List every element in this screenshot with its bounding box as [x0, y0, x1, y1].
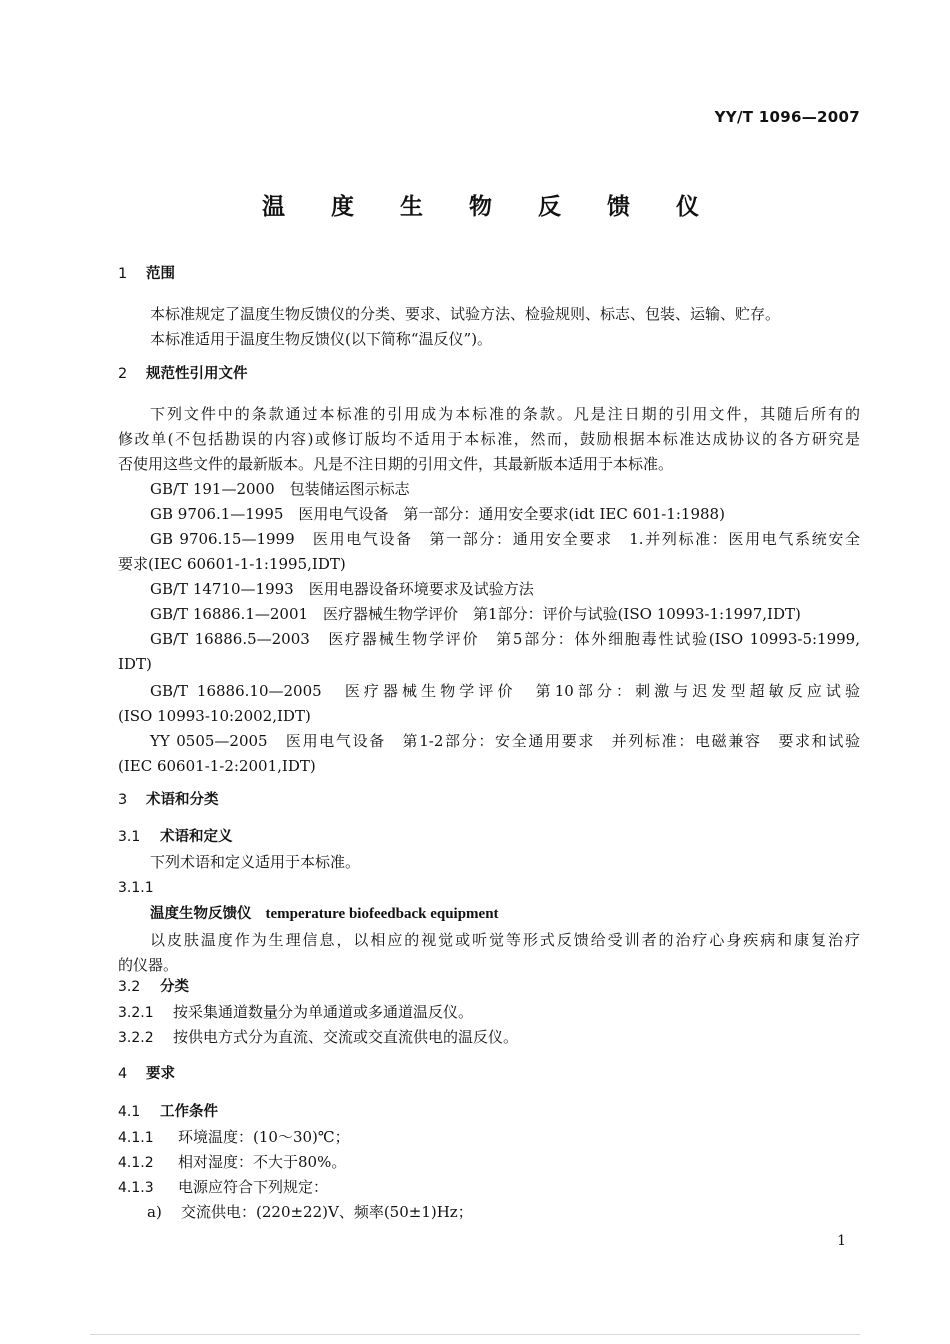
clause-number: 3.2.2 [118, 1030, 154, 1046]
reference-item-cont: IDT) [118, 655, 152, 673]
term-entry [150, 903, 499, 924]
clause-text: 相对湿度：不大于80%。 [178, 1153, 347, 1171]
section-2-heading [118, 364, 248, 384]
term-chinese: 温度生物反馈仪 [150, 906, 252, 922]
paragraph-line: 下列文件中的条款通过本标准的引用成为本标准的条款。凡是注日期的引用文件，其随后所有的 [150, 405, 860, 423]
clause-number: 4.1.2 [118, 1155, 154, 1171]
list-item-text: 交流供电：(220±22)V、频率(50±1)Hz； [181, 1203, 473, 1221]
subsection-3-2-heading [118, 977, 189, 997]
clause-4-1-2 [118, 1152, 346, 1173]
clause-3-2-1 [118, 1002, 473, 1023]
clause-text: 环境温度：(10～30)℃； [178, 1128, 350, 1146]
subsection-title: 术语和定义 [160, 829, 233, 845]
list-item-a [147, 1202, 473, 1222]
clause-text: 按供电方式分为直流、交流或交直流供电的温反仪。 [173, 1028, 519, 1046]
page-title: 温 度 生 物 反 馈 仪 [261, 194, 719, 220]
subsection-title: 分类 [160, 979, 189, 995]
section-3-heading [118, 790, 219, 810]
reference-item: GB/T 16886.1—2001 医疗器械生物学评价 第1部分：评价与试验(ISO 10993-1:1997,IDT) [150, 605, 801, 623]
page-edge-divider [90, 1334, 860, 1335]
subsection-4-1-heading [118, 1102, 218, 1122]
clause-3-1-1-number: 3.1.1 [118, 880, 154, 896]
reference-item: GB/T 191—2000 包装储运图示标志 [150, 480, 410, 498]
paragraph-line: 修改单(不包括勘误的内容)或修订版均不适用于本标准，然而，鼓励根据本标准达成协议的各方研究是 [118, 430, 860, 448]
section-number: 4 [118, 1066, 128, 1082]
subsection-number: 3.1 [118, 829, 141, 845]
section-1-heading [118, 264, 175, 284]
reference-item-cont: (IEC 60601-1-2:2001,IDT) [118, 757, 316, 775]
reference-item: GB/T 16886.10—2005 医疗器械生物学评价 第10部分：刺激与迟发型超敏反应试验 [150, 682, 860, 700]
definition-line: 以皮肤温度作为生理信息，以相应的视觉或听觉等形式反馈给受训者的治疗心身疾病和康复治疗 [150, 931, 860, 949]
subsection-number: 3.2 [118, 979, 141, 995]
clause-4-1-1 [118, 1127, 350, 1148]
reference-item-cont: (ISO 10993-10:2002,IDT) [118, 707, 311, 725]
term-english: temperature biofeedback equipment [265, 906, 499, 922]
page-number: 1 [837, 1233, 846, 1249]
section-title: 要求 [146, 1066, 175, 1082]
paragraph-line: 否使用这些文件的最新版本。凡是不注日期的引用文件，其最新版本适用于本标准。 [118, 455, 674, 473]
subsection-title: 工作条件 [160, 1104, 218, 1120]
section-number: 3 [118, 792, 128, 808]
paragraph: 下列术语和定义适用于本标准。 [150, 853, 361, 871]
list-item-label: a) [147, 1203, 162, 1221]
standard-number: YY/T 1096—2007 [714, 108, 860, 126]
reference-item: GB 9706.15—1999 医用电气设备 第一部分：通用安全要求 1.并列标准：医用电气系统安全 [150, 530, 860, 548]
reference-item: GB 9706.1—1995 医用电气设备 第一部分：通用安全要求(idt IEC 601-1:1988) [150, 505, 725, 523]
paragraph: 本标准规定了温度生物反馈仪的分类、要求、试验方法、检验规则、标志、包装、运输、贮存。 [150, 305, 781, 323]
clause-number: 4.1.1 [118, 1130, 154, 1146]
clause-number: 4.1.3 [118, 1180, 154, 1196]
section-number: 2 [118, 366, 128, 382]
clause-3-2-2 [118, 1027, 518, 1048]
clause-text: 按采集通道数量分为单通道或多通道温反仪。 [173, 1003, 474, 1021]
section-title: 术语和分类 [146, 792, 219, 808]
clause-number [118, 877, 178, 898]
reference-item-cont: 要求(IEC 60601-1-1:1995,IDT) [118, 555, 346, 573]
reference-item: GB/T 14710—1993 医用电器设备环境要求及试验方法 [150, 580, 534, 598]
subsection-number: 4.1 [118, 1104, 141, 1120]
reference-item: GB/T 16886.5—2003 医疗器械生物学评价 第5部分：体外细胞毒性试验(ISO 10993-5:1999, [150, 630, 860, 648]
section-title: 规范性引用文件 [146, 366, 248, 382]
paragraph: 本标准适用于温度生物反馈仪(以下简称“温反仪”)。 [150, 330, 493, 348]
clause-text: 电源应符合下列规定： [178, 1178, 329, 1196]
subsection-3-1-heading [118, 827, 233, 847]
clause-4-1-3 [118, 1177, 328, 1198]
definition-line: 的仪器。 [118, 956, 179, 974]
reference-item: YY 0505—2005 医用电气设备 第1-2部分：安全通用要求 并列标准：电磁兼容 要求和试验 [150, 732, 860, 750]
section-number: 1 [118, 266, 128, 282]
section-4-heading [118, 1064, 175, 1084]
section-title: 范围 [146, 266, 175, 282]
clause-number: 3.2.1 [118, 1005, 154, 1021]
